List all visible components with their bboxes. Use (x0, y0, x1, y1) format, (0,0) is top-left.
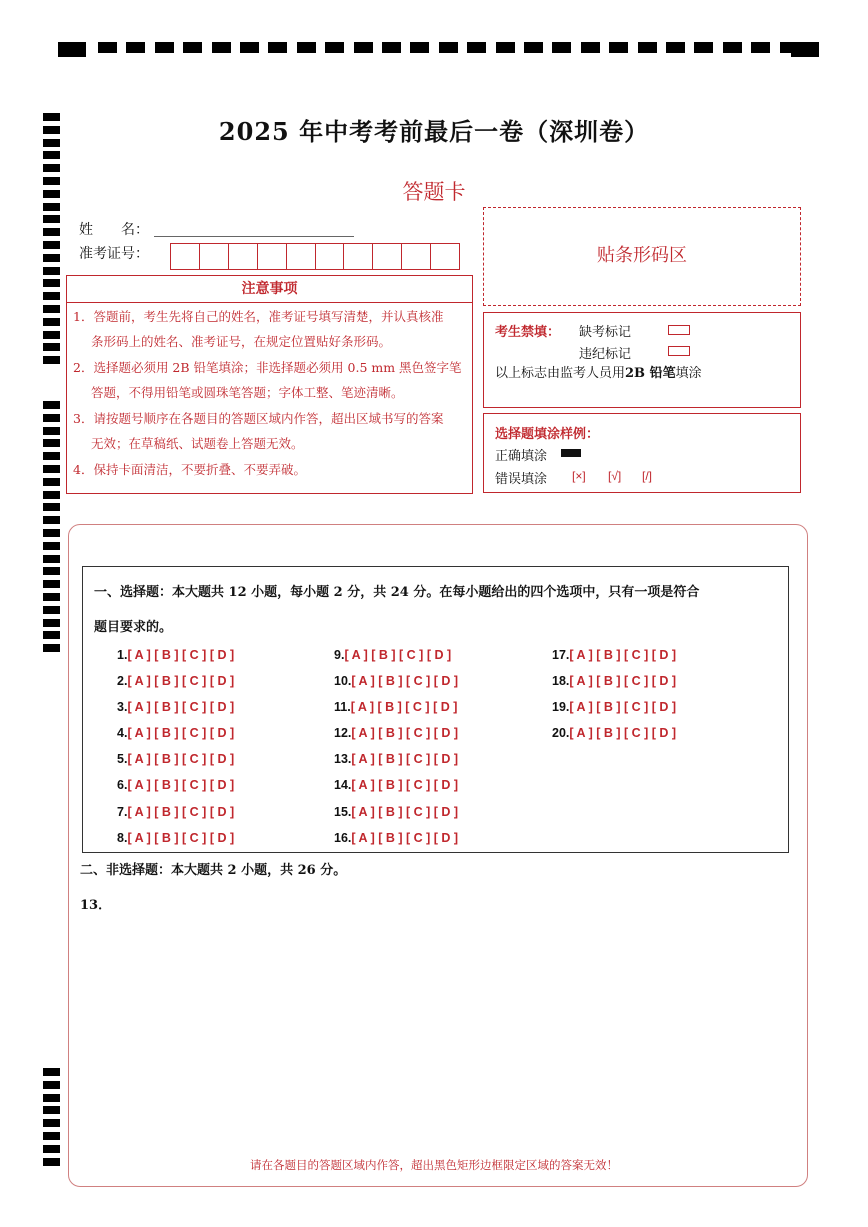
exam-number-cell[interactable] (171, 244, 200, 269)
exam-number-cell[interactable] (431, 244, 459, 269)
timing-mark (43, 164, 60, 172)
question-number: 4. (117, 726, 128, 741)
answer-options[interactable]: [ A ] [ B ] [ C ] [ D ] (127, 700, 235, 715)
question-number: 8. (117, 830, 128, 845)
timing-mark (43, 644, 60, 652)
timing-mark (43, 414, 60, 422)
timing-mark (666, 42, 685, 53)
barcode-area (483, 207, 801, 306)
name-label: 姓 名： (79, 222, 149, 238)
timing-mark (43, 228, 60, 236)
timing-mark (58, 42, 86, 57)
question-number: 10. (334, 674, 352, 689)
answer-options[interactable]: [ A ] [ B ] [ C ] [ D ] (569, 726, 677, 741)
exam-number-cell[interactable] (287, 244, 316, 269)
timing-mark (43, 1132, 60, 1140)
exam-number-cell[interactable] (316, 244, 345, 269)
question-number: 9. (334, 648, 345, 662)
answer-options[interactable]: [ A ] [ B ] [ C ] [ D ] (127, 804, 235, 819)
question-item[interactable] (117, 668, 234, 694)
exam-title: 2025 年中考考前最后一卷（深圳卷） (218, 117, 650, 146)
question-item[interactable] (552, 694, 676, 720)
answer-options[interactable]: [ A ] [ B ] [ C ] [ D ] (351, 830, 459, 845)
section1-heading-cont: 题目要求的。 (94, 620, 173, 635)
timing-mark (43, 1081, 60, 1089)
timing-mark (524, 42, 543, 53)
exam-number-cell[interactable] (344, 244, 373, 269)
notice-item: 3．请按题号顺序在各题目的答题区域内作答，超出区域书写的答案 (73, 411, 444, 426)
fill-example-box (483, 413, 801, 493)
question-item[interactable] (334, 642, 458, 668)
question-13-label: 13． (80, 898, 112, 913)
timing-mark (43, 516, 60, 524)
timing-mark (382, 42, 401, 53)
timing-mark (43, 619, 60, 627)
correct-fill-sample (561, 449, 581, 457)
timing-mark (43, 151, 60, 159)
timing-mark (439, 42, 458, 53)
question-number: 17. (552, 648, 570, 662)
question-item[interactable] (552, 668, 676, 694)
answer-options[interactable]: [ A ] [ B ] [ C ] [ D ] (127, 726, 235, 741)
timing-mark (751, 42, 770, 53)
notice-title: 注意事项 (67, 276, 472, 303)
timing-mark (43, 567, 60, 575)
timing-mark (126, 42, 145, 53)
timing-mark (43, 343, 60, 351)
timing-mark (694, 42, 713, 53)
exam-number-cell[interactable] (402, 244, 431, 269)
notice-item: 答题，不得用铅笔或圆珠笔答题；字体工整、笔迹清晰。 (91, 385, 404, 400)
question-13-answer-area[interactable] (80, 915, 790, 1150)
answer-options[interactable]: [ A ] [ B ] [ C ] [ D ] (351, 726, 459, 741)
question-number: 20. (552, 726, 570, 741)
timing-mark (43, 452, 60, 460)
timing-mark (43, 292, 60, 300)
notice-item: 条形码上的姓名、准考证号，在规定位置贴好条形码。 (91, 334, 392, 349)
answer-options[interactable]: [ A ] [ B ] [ C ] [ D ] (351, 778, 459, 793)
answer-options[interactable]: [ A ] [ B ] [ C ] [ D ] (350, 700, 458, 715)
timing-mark (791, 42, 819, 57)
timing-mark (325, 42, 344, 53)
timing-mark (496, 42, 515, 53)
question-item[interactable] (117, 642, 234, 668)
answer-options[interactable]: [ A ] [ B ] [ C ] [ D ] (127, 778, 235, 793)
question-number: 14. (334, 778, 352, 793)
answer-options[interactable]: [ A ] [ B ] [ C ] [ D ] (127, 830, 235, 845)
timing-mark (43, 478, 60, 486)
absent-label: 缺考标记 (579, 325, 632, 340)
timing-mark (43, 427, 60, 435)
timing-mark (43, 1145, 60, 1153)
question-number: 16. (334, 830, 352, 845)
notice-item: 2．选择题必须用 2B 铅笔填涂；非选择题必须用 0.5 mm 黑色签字笔 (73, 360, 462, 375)
timing-mark (43, 503, 60, 511)
answer-sheet-label: 答题卡 (402, 180, 466, 204)
section2-heading: 二、非选择题：本大题共 2 小题，共 26 分。 (80, 863, 347, 878)
notice-item: 4．保持卡面清洁，不要折叠、不要弄破。 (73, 462, 306, 477)
timing-mark (240, 42, 259, 53)
question-number: 12. (334, 726, 352, 741)
timing-mark (43, 254, 60, 262)
timing-mark (609, 42, 628, 53)
exam-number-label: 准考证号： (79, 246, 149, 262)
question-item[interactable] (334, 799, 458, 825)
exam-number-cell[interactable] (229, 244, 258, 269)
timing-mark (43, 606, 60, 614)
question-item[interactable] (552, 642, 676, 668)
timing-mark (98, 42, 117, 53)
absent-mark-box[interactable] (668, 325, 690, 335)
barcode-area-label: 贴条形码区 (597, 245, 687, 266)
timing-mark (43, 1068, 60, 1076)
question-number: 5. (117, 752, 128, 767)
question-item[interactable] (117, 720, 234, 746)
timing-mark (183, 42, 202, 53)
notice-box (66, 275, 473, 494)
timing-mark (43, 279, 60, 287)
question-item[interactable] (334, 668, 458, 694)
timing-mark (43, 1094, 60, 1102)
timing-mark (43, 356, 60, 364)
answer-options[interactable]: [ A ] [ B ] [ C ] [ D ] (569, 674, 677, 689)
answer-options[interactable]: [ A ] [ B ] [ C ] [ D ] (351, 752, 459, 767)
timing-mark (552, 42, 571, 53)
wrong-mark-check: [√] (608, 469, 622, 483)
exam-number-cell[interactable] (258, 244, 287, 269)
violation-label: 违纪标记 (579, 347, 632, 362)
answer-options[interactable]: [ A ] [ B ] [ C ] [ D ] (344, 648, 452, 662)
question-item[interactable] (334, 694, 458, 720)
notice-item: 1．答题前，考生先将自己的姓名，准考证号填写清楚，并认真核准 (73, 309, 444, 324)
violation-mark-box[interactable] (668, 346, 690, 356)
timing-mark (43, 580, 60, 588)
timing-mark (638, 42, 657, 53)
timing-mark (43, 1106, 60, 1114)
answer-options[interactable]: [ A ] [ B ] [ C ] [ D ] (127, 752, 235, 767)
prohibited-note-suffix: 填涂 (675, 366, 702, 381)
timing-mark (43, 401, 60, 409)
answer-options[interactable]: [ A ] [ B ] [ C ] [ D ] (569, 648, 677, 662)
wrong-mark-cross: [×] (572, 469, 586, 483)
timing-mark (297, 42, 316, 53)
question-item[interactable] (334, 772, 458, 798)
timing-mark (43, 215, 60, 223)
name-field[interactable] (154, 236, 354, 237)
question-item[interactable] (552, 720, 676, 746)
timing-mark (43, 465, 60, 473)
question-item[interactable] (334, 746, 458, 772)
timing-mark (43, 267, 60, 275)
prohibited-note-bold: 2B 铅笔 (625, 366, 676, 381)
answer-options[interactable]: [ A ] [ B ] [ C ] [ D ] (569, 700, 677, 715)
question-item[interactable] (117, 825, 234, 851)
fill-example-title: 选择题填涂样例： (495, 427, 600, 442)
question-item[interactable] (117, 772, 234, 798)
answer-options[interactable]: [ A ] [ B ] [ C ] [ D ] (127, 648, 235, 662)
question-item[interactable] (334, 825, 458, 851)
footer-warning: 请在各题目的答题区域内作答，超出黑色矩形边框限定区域的答案无效！ (250, 1158, 618, 1172)
answer-options[interactable]: [ A ] [ B ] [ C ] [ D ] (351, 804, 459, 819)
question-column-1 (117, 642, 234, 851)
question-number: 2. (117, 674, 128, 689)
timing-mark (43, 593, 60, 601)
exam-number-cell[interactable] (200, 244, 229, 269)
timing-mark (581, 42, 600, 53)
timing-mark (43, 542, 60, 550)
timing-mark (467, 42, 486, 53)
question-column-3 (552, 642, 676, 746)
timing-mark (212, 42, 231, 53)
question-number: 7. (117, 804, 128, 819)
answer-options[interactable]: [ A ] [ B ] [ C ] [ D ] (127, 674, 235, 689)
prohibited-title: 考生禁填： (495, 325, 561, 340)
question-number: 1. (117, 648, 128, 662)
question-number: 3. (117, 700, 128, 715)
question-column-2 (334, 642, 458, 851)
timing-mark (155, 42, 174, 53)
timing-mark (43, 241, 60, 249)
question-item[interactable] (334, 720, 458, 746)
timing-mark (43, 555, 60, 563)
timing-mark (268, 42, 287, 53)
timing-mark (354, 42, 373, 53)
question-number: 6. (117, 778, 128, 793)
timing-mark (43, 318, 60, 326)
section1-heading: 一、选择题：本大题共 12 小题，每小题 2 分，共 24 分。在每小题给出的四个选项中，只有一项是符合 (94, 585, 700, 600)
wrong-mark-slash: [/] (642, 469, 653, 483)
wrong-fill-label: 错误填涂 (495, 472, 548, 487)
notice-item: 无效；在草稿纸、试题卷上答题无效。 (91, 436, 304, 451)
exam-number-boxes[interactable] (170, 243, 460, 270)
timing-mark (410, 42, 429, 53)
timing-mark (43, 1119, 60, 1127)
timing-mark (43, 529, 60, 537)
correct-fill-label: 正确填涂 (495, 449, 548, 464)
timing-mark (43, 305, 60, 313)
timing-mark (43, 331, 60, 339)
answer-options[interactable]: [ A ] [ B ] [ C ] [ D ] (351, 674, 459, 689)
timing-mark (43, 491, 60, 499)
prohibited-note (495, 362, 702, 381)
question-number: 13. (334, 752, 352, 767)
question-number: 15. (334, 804, 352, 819)
question-item[interactable] (117, 694, 234, 720)
prohibited-note-prefix: 以上标志由监考人员用 (495, 366, 626, 381)
timing-mark (43, 439, 60, 447)
question-number: 18. (552, 674, 570, 689)
question-number: 19. (552, 700, 570, 715)
question-item[interactable] (117, 799, 234, 825)
question-number: 11. (334, 700, 351, 715)
timing-mark (43, 631, 60, 639)
exam-number-cell[interactable] (373, 244, 402, 269)
timing-mark (723, 42, 742, 53)
prohibited-box (483, 312, 801, 408)
question-item[interactable] (117, 746, 234, 772)
